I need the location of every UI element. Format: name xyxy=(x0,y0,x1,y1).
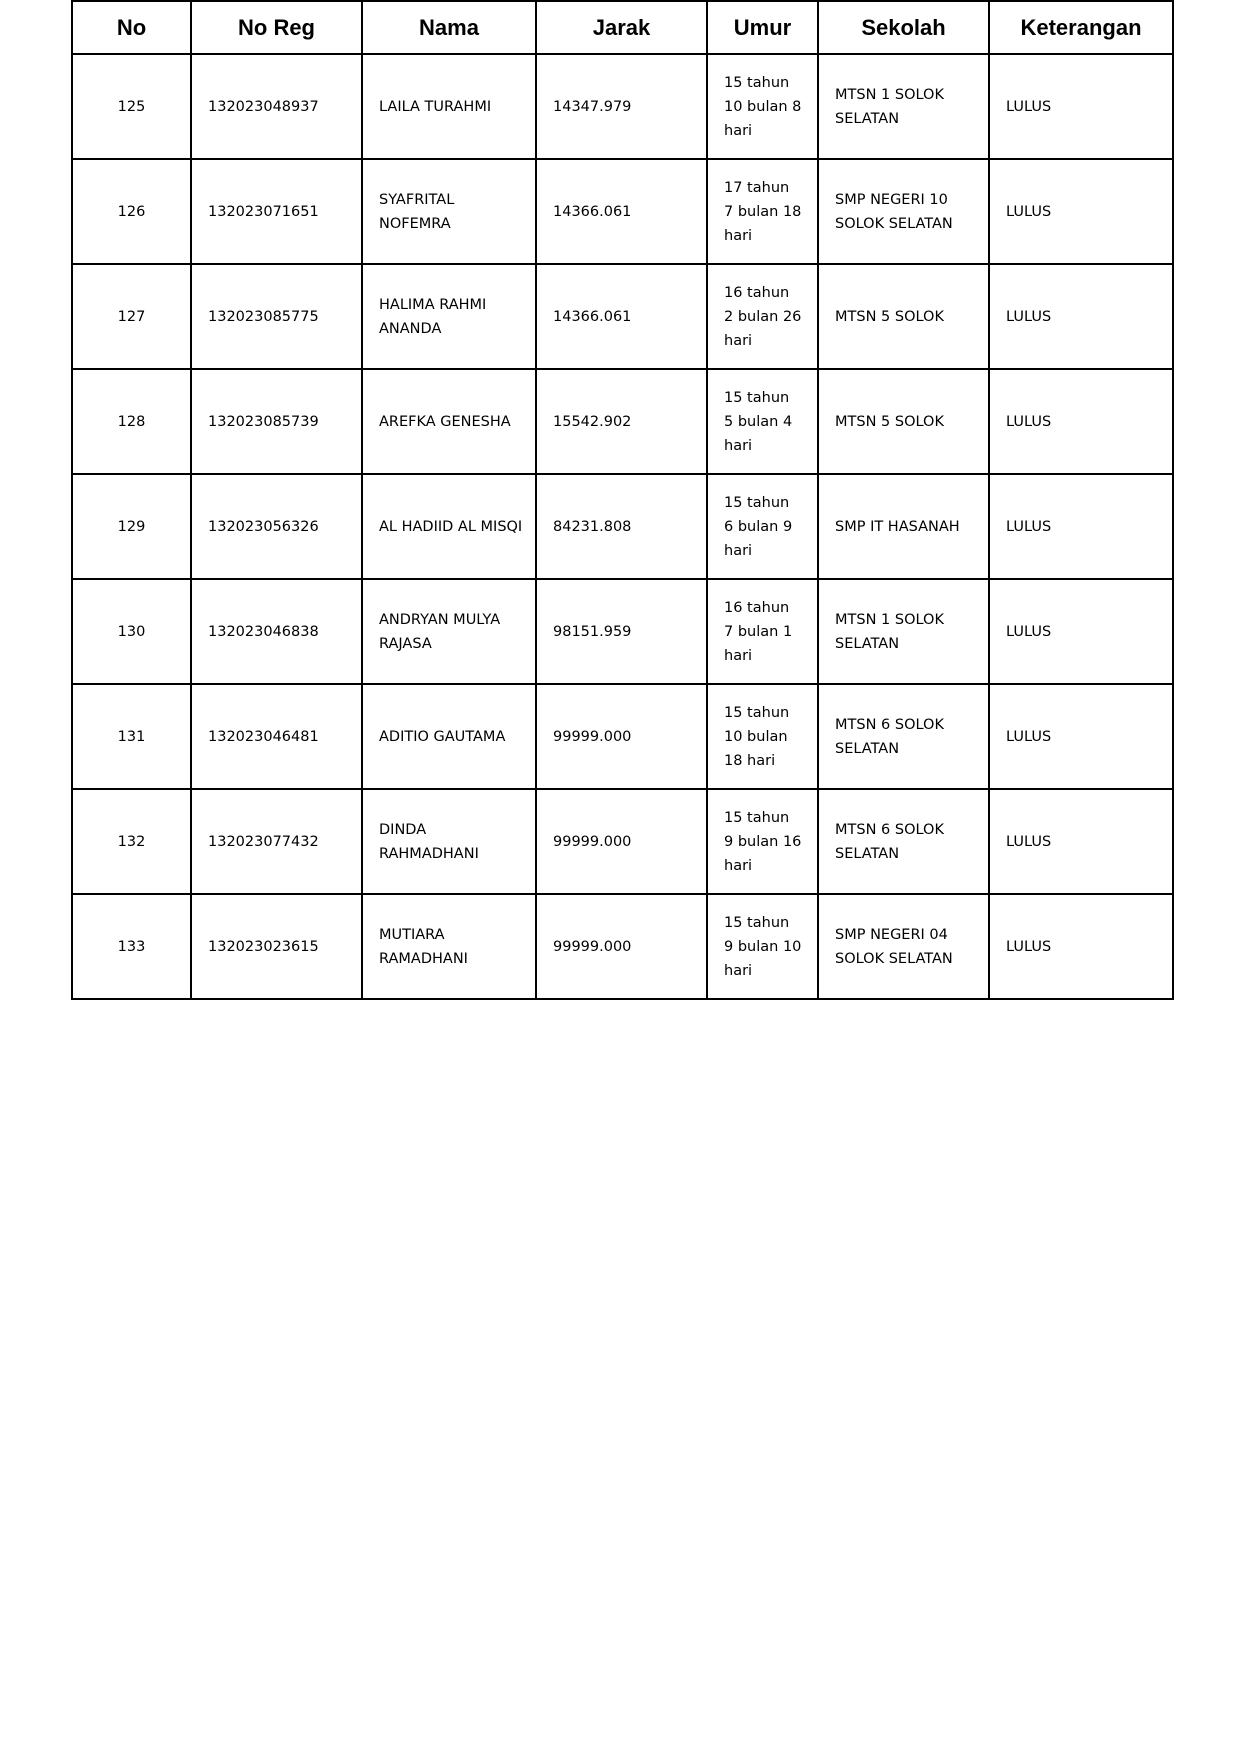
cell-keterangan: LULUS xyxy=(989,474,1173,579)
header-no: No xyxy=(72,1,191,54)
cell-umur: 15 tahun 5 bulan 4 hari xyxy=(707,369,818,474)
cell-nama: AREFKA GENESHA xyxy=(362,369,536,474)
cell-no-reg: 132023085775 xyxy=(191,264,362,369)
cell-no-reg: 132023046838 xyxy=(191,579,362,684)
cell-sekolah: SMP NEGERI 04 SOLOK SELATAN xyxy=(818,894,989,999)
cell-sekolah: MTSN 1 SOLOK SELATAN xyxy=(818,54,989,159)
table-row xyxy=(72,894,1173,999)
cell-jarak: 14366.061 xyxy=(536,264,707,369)
header-no-reg: No Reg xyxy=(191,1,362,54)
cell-no: 126 xyxy=(72,159,191,264)
cell-no: 128 xyxy=(72,369,191,474)
cell-no: 132 xyxy=(72,789,191,894)
cell-nama: DINDA RAHMADHANI xyxy=(362,789,536,894)
cell-no: 131 xyxy=(72,684,191,789)
cell-keterangan: LULUS xyxy=(989,369,1173,474)
cell-keterangan: LULUS xyxy=(989,579,1173,684)
table-row xyxy=(72,54,1173,159)
table-row xyxy=(72,264,1173,369)
cell-sekolah: MTSN 6 SOLOK SELATAN xyxy=(818,684,989,789)
cell-no-reg: 132023048937 xyxy=(191,54,362,159)
header-row xyxy=(72,1,1173,54)
header-sekolah: Sekolah xyxy=(818,1,989,54)
header-jarak: Jarak xyxy=(536,1,707,54)
cell-umur: 15 tahun 6 bulan 9 hari xyxy=(707,474,818,579)
cell-jarak: 98151.959 xyxy=(536,579,707,684)
cell-jarak: 14366.061 xyxy=(536,159,707,264)
cell-jarak: 99999.000 xyxy=(536,894,707,999)
table-body xyxy=(72,54,1173,999)
cell-umur: 15 tahun 9 bulan 10 hari xyxy=(707,894,818,999)
cell-keterangan: LULUS xyxy=(989,789,1173,894)
cell-no-reg: 132023056326 xyxy=(191,474,362,579)
cell-jarak: 99999.000 xyxy=(536,789,707,894)
table-header xyxy=(72,1,1173,54)
cell-nama: ADITIO GAUTAMA xyxy=(362,684,536,789)
table-row xyxy=(72,474,1173,579)
cell-no-reg: 132023046481 xyxy=(191,684,362,789)
header-keterangan: Keterangan xyxy=(989,1,1173,54)
header-umur: Umur xyxy=(707,1,818,54)
cell-nama: ANDRYAN MULYA RAJASA xyxy=(362,579,536,684)
cell-nama: SYAFRITAL NOFEMRA xyxy=(362,159,536,264)
cell-umur: 15 tahun 10 bulan 8 hari xyxy=(707,54,818,159)
table-row xyxy=(72,684,1173,789)
table-row xyxy=(72,789,1173,894)
cell-nama: AL HADIID AL MISQI xyxy=(362,474,536,579)
cell-jarak: 84231.808 xyxy=(536,474,707,579)
cell-keterangan: LULUS xyxy=(989,684,1173,789)
table-row xyxy=(72,159,1173,264)
cell-no-reg: 132023085739 xyxy=(191,369,362,474)
cell-no: 133 xyxy=(72,894,191,999)
cell-sekolah: MTSN 6 SOLOK SELATAN xyxy=(818,789,989,894)
table-row xyxy=(72,369,1173,474)
cell-keterangan: LULUS xyxy=(989,894,1173,999)
cell-keterangan: LULUS xyxy=(989,54,1173,159)
cell-keterangan: LULUS xyxy=(989,159,1173,264)
cell-no-reg: 132023077432 xyxy=(191,789,362,894)
cell-keterangan: LULUS xyxy=(989,264,1173,369)
cell-umur: 15 tahun 10 bulan 18 hari xyxy=(707,684,818,789)
cell-nama: HALIMA RAHMI ANANDA xyxy=(362,264,536,369)
cell-sekolah: SMP IT HASANAH xyxy=(818,474,989,579)
cell-sekolah: MTSN 5 SOLOK xyxy=(818,264,989,369)
cell-no-reg: 132023071651 xyxy=(191,159,362,264)
cell-no: 125 xyxy=(72,54,191,159)
cell-jarak: 99999.000 xyxy=(536,684,707,789)
cell-sekolah: SMP NEGERI 10 SOLOK SELATAN xyxy=(818,159,989,264)
cell-sekolah: MTSN 1 SOLOK SELATAN xyxy=(818,579,989,684)
cell-umur: 15 tahun 9 bulan 16 hari xyxy=(707,789,818,894)
cell-umur: 16 tahun 7 bulan 1 hari xyxy=(707,579,818,684)
cell-umur: 17 tahun 7 bulan 18 hari xyxy=(707,159,818,264)
cell-jarak: 14347.979 xyxy=(536,54,707,159)
cell-no: 130 xyxy=(72,579,191,684)
results-table xyxy=(71,0,1174,1000)
cell-nama: LAILA TURAHMI xyxy=(362,54,536,159)
cell-no-reg: 132023023615 xyxy=(191,894,362,999)
header-nama: Nama xyxy=(362,1,536,54)
table-row xyxy=(72,579,1173,684)
cell-jarak: 15542.902 xyxy=(536,369,707,474)
cell-sekolah: MTSN 5 SOLOK xyxy=(818,369,989,474)
cell-umur: 16 tahun 2 bulan 26 hari xyxy=(707,264,818,369)
cell-no: 129 xyxy=(72,474,191,579)
cell-nama: MUTIARA RAMADHANI xyxy=(362,894,536,999)
cell-no: 127 xyxy=(72,264,191,369)
